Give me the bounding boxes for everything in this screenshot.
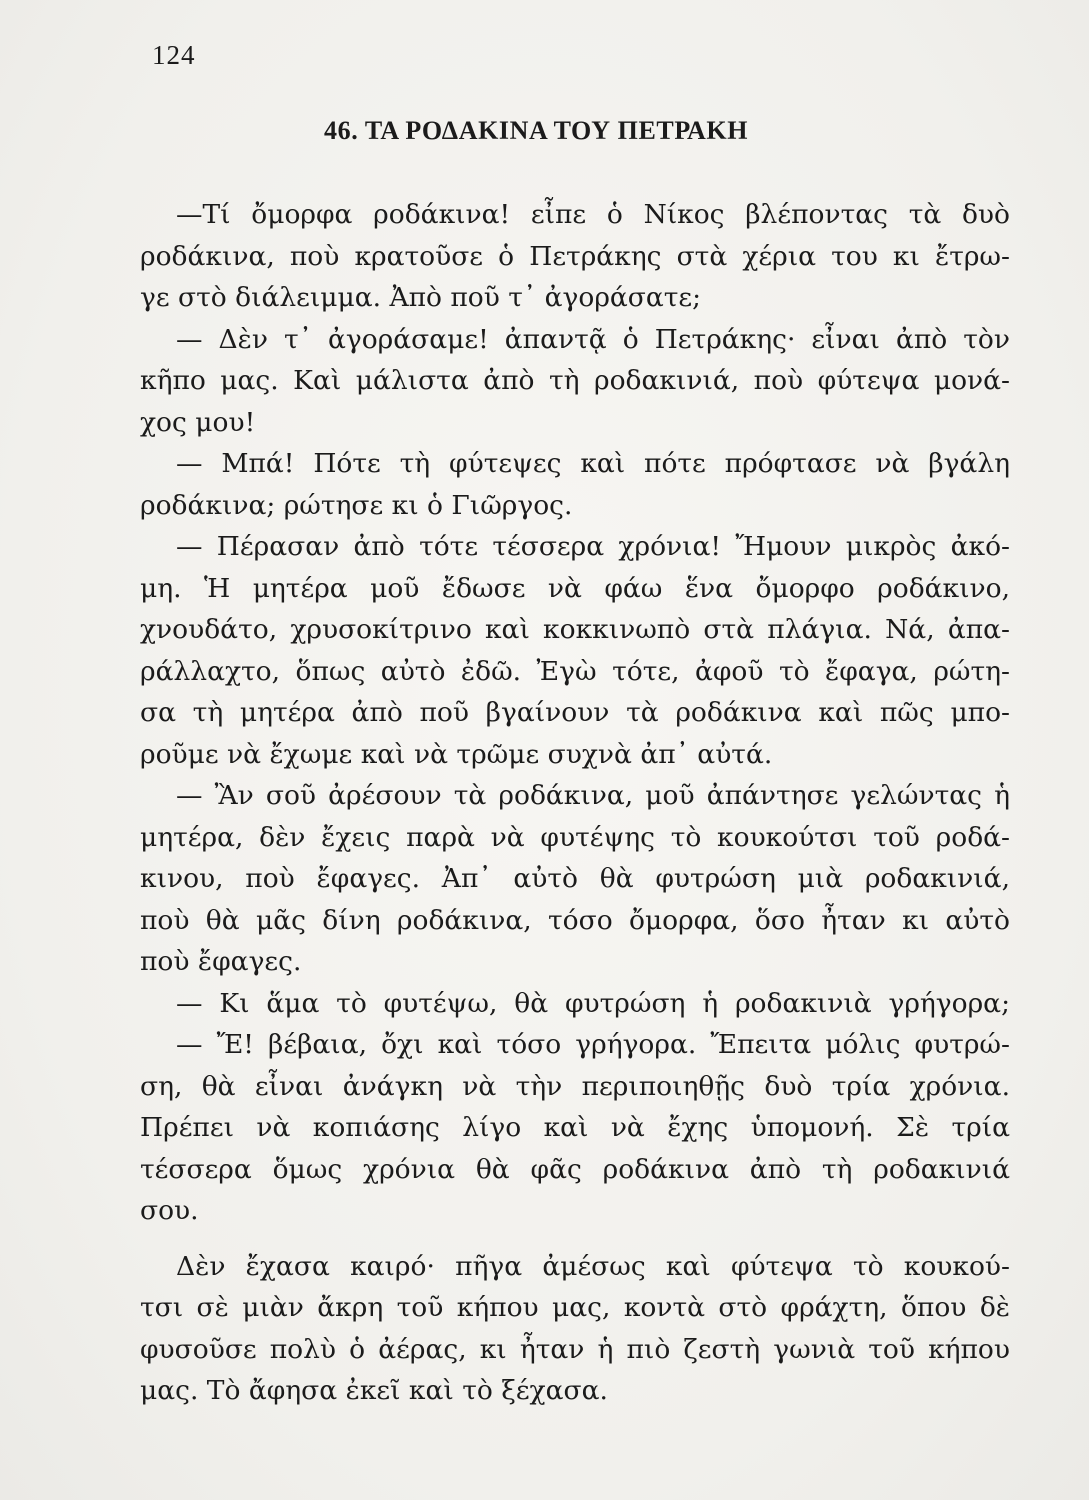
text-line: μη. Ἡ μητέρα μοῦ ἔδωσε νὰ φάω ἕνα ὄμορφο ροδάκινο,	[140, 572, 1010, 604]
text-line: ροδάκινα, ποὺ κρατοῦσε ὁ Πετράκης στὰ χέρια του κι ἔτρω-	[140, 240, 1010, 272]
text-line: —Τί ὄμορφα ροδάκινα! εἶπε ὁ Νίκος βλέποντας τὰ δυὸ	[176, 199, 1010, 230]
text-line: μας. Τὸ ἄφησα ἐκεῖ καὶ τὸ ξέχασα.	[140, 1375, 608, 1406]
text-line: τέσσερα ὅμως χρόνια θὰ φᾶς ροδάκινα ἀπὸ τὴ ροδακινιά	[140, 1153, 1010, 1185]
text-line: μητέρα, δὲν ἔχεις παρὰ νὰ φυτέψης τὸ κουκούτσι τοῦ ροδά-	[140, 821, 1010, 853]
text-line: Πρέπει νὰ κοπιάσης λίγο καὶ νὰ ἔχης ὑπομονή. Σὲ τρία	[140, 1112, 1010, 1143]
text-line: — Ἂν σοῦ ἀρέσουν τὰ ροδάκινα, μοῦ ἀπάντησε γελώντας ἡ	[176, 780, 1010, 811]
text-line: ροδάκινα; ρώτησε κι ὁ Γιῶργος.	[140, 489, 573, 521]
text-line: σου.	[140, 1195, 199, 1226]
text-line: κινου, ποὺ ἔφαγες. Ἀπ᾽ αὐτὸ θὰ φυτρώση μιὰ ροδακινιά,	[140, 863, 1010, 894]
text-line: χνουδάτο, χρυσοκίτρινο καὶ κοκκινωπὸ στὰ πλάγια. Νά, ἀπα-	[140, 614, 1010, 645]
text-line: — Μπά! Πότε τὴ φύτεψες καὶ πότε πρόφτασε νὰ βγάλη	[176, 448, 1010, 479]
text-line: σα τὴ μητέρα ἀπὸ ποῦ βγαίνουν τὰ ροδάκινα καὶ πῶς μπο-	[140, 697, 1010, 728]
text-line: ροῦμε νὰ ἔχωμε καὶ νὰ τρῶμε συχνὰ ἀπ᾽ αὐτά.	[140, 738, 773, 770]
chapter-title: 46. ΤΑ ΡΟΔΑΚΙΝΑ ΤΟΥ ΠΕΤΡΑΚΗ	[324, 116, 749, 145]
body-text	[140, 194, 1010, 1412]
text-line: τσι σὲ μιὰν ἄκρη τοῦ κήπου μας, κοντὰ στὸ φράχτη, ὅπου δὲ	[140, 1292, 1010, 1323]
text-line: — Ἔ! βέβαια, ὄχι καὶ τόσο γρήγορα. Ἔπειτα μόλις φυτρώ-	[176, 1029, 1010, 1060]
page-number: 124	[152, 40, 196, 70]
text-line: — Πέρασαν ἀπὸ τότε τέσσερα χρόνια! Ἤμουν μικρὸς ἀκό-	[176, 531, 1010, 562]
paragraph-gap	[140, 1232, 1010, 1246]
text-line: Δὲν ἔχασα καιρό· πῆγα ἀμέσως καὶ φύτεψα τὸ κουκού-	[176, 1250, 1010, 1282]
text-line: ράλλαχτο, ὅπως αὐτὸ ἐδῶ. Ἐγὼ τότε, ἀφοῦ τὸ ἔφαγα, ρώτη-	[140, 655, 1010, 687]
text-line: ση, θὰ εἶναι ἀνάγκη νὰ τὴν περιποιηθῇς δυὸ τρία χρόνια.	[140, 1070, 1010, 1102]
text-line: κῆπο μας. Καὶ μάλιστα ἀπὸ τὴ ροδακινιά, ποὺ φύτεψα μονά-	[140, 365, 1010, 396]
text-line: χος μου!	[140, 406, 256, 438]
text-line: — Κι ἅμα τὸ φυτέψω, θὰ φυτρώση ἡ ροδακινιὰ γρήγορα;	[176, 987, 1010, 1019]
text-line: ποὺ ἔφαγες.	[140, 946, 302, 977]
text-line: γε στὸ διάλειμμα. Ἀπὸ ποῦ τ᾽ ἀγοράσατε;	[140, 282, 702, 313]
text-line: φυσοῦσε πολὺ ὁ ἀέρας, κι ἦταν ἡ πιὸ ζεστὴ γωνιὰ τοῦ κήπου	[140, 1333, 1010, 1365]
text-line: ποὺ θὰ μᾶς δίνη ροδάκινα, τόσο ὄμορφα, ὅσο ἦταν κι αὐτὸ	[140, 904, 1010, 936]
text-line: — Δὲν τ᾽ ἀγοράσαμε! ἀπαντᾷ ὁ Πετράκης· εἶναι ἀπὸ τὸν	[176, 323, 1010, 355]
